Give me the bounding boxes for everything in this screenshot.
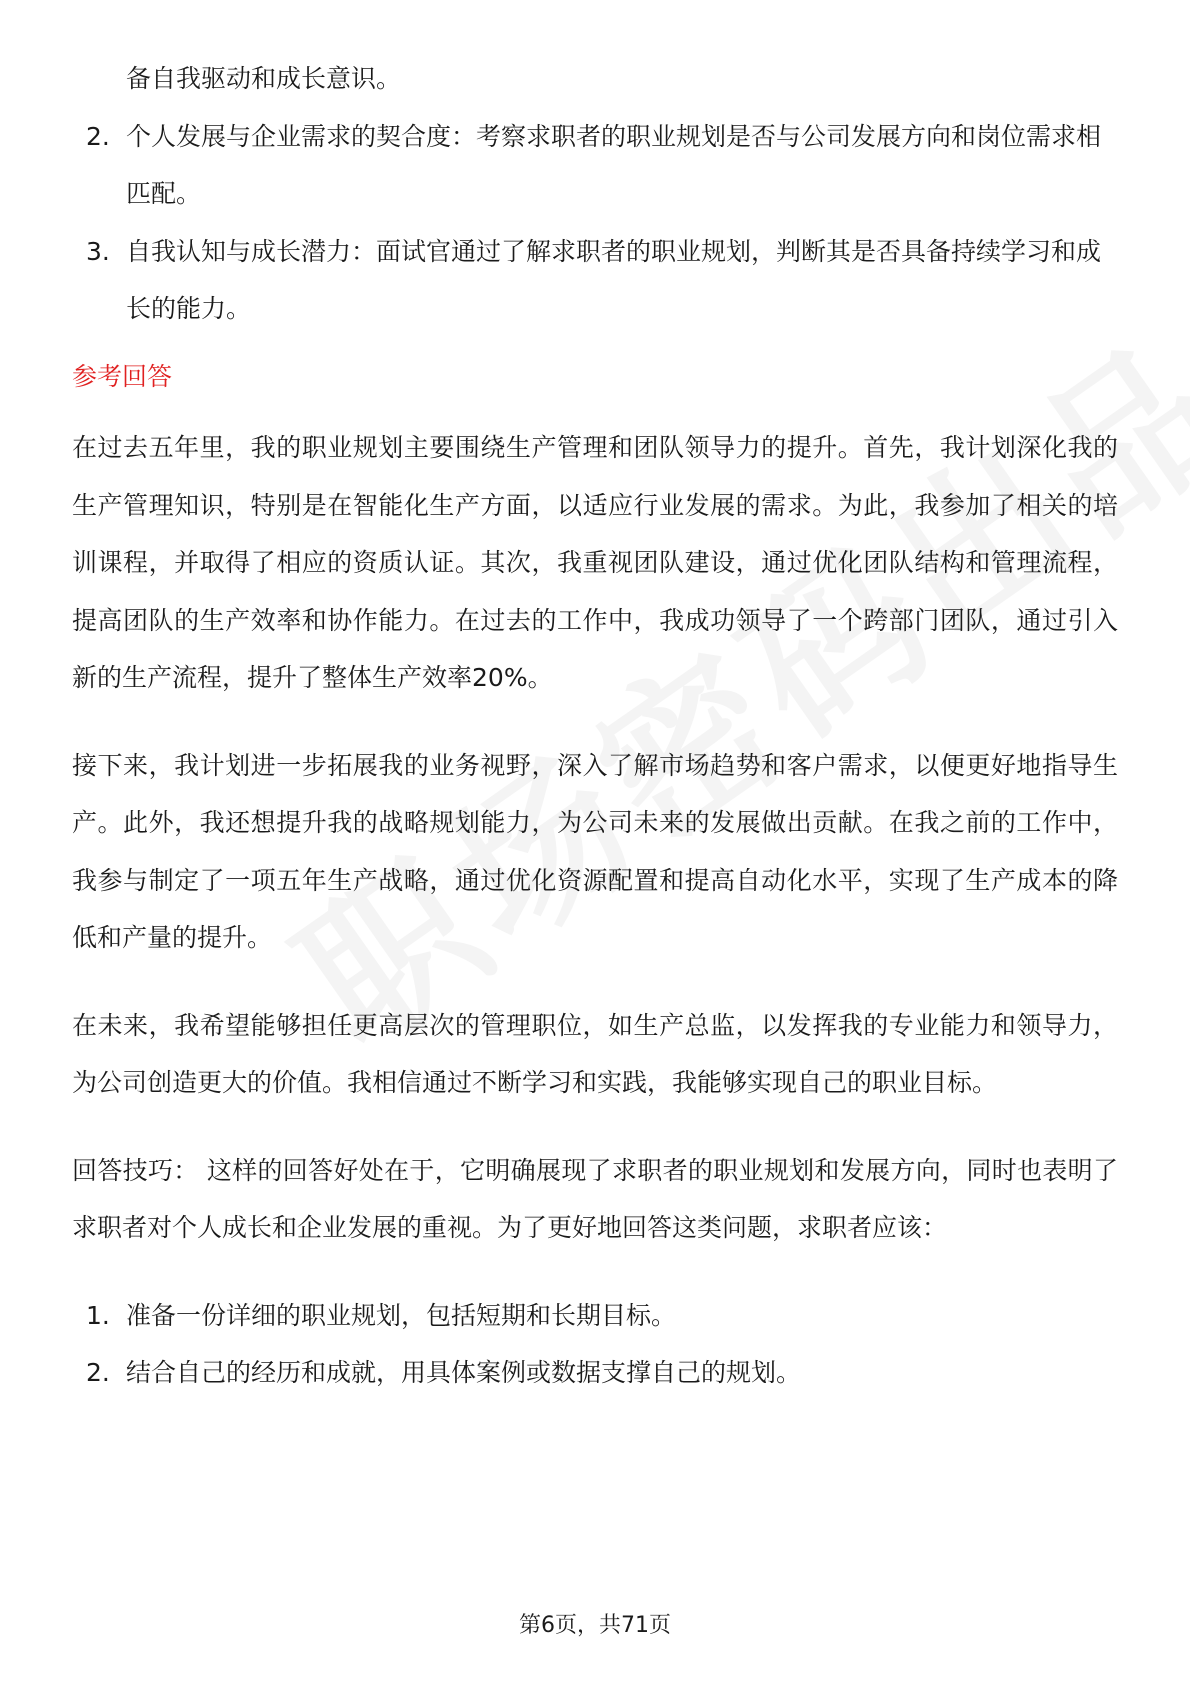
list-item-number: 2. [86,1358,110,1387]
list-item-text: 结合自己的经历和成就，用具体案例或数据支撑自己的规划。 [126,1358,802,1387]
list-item-number: 2. [86,121,110,151]
paragraph: 回答技巧： 这样的回答好处在于，它明确展现了求职者的职业规划和发展方向，同时也表明了求职者对个人成长和企业发展的重视。为了更好地回答这类问题，求职者应该： [72,1155,1118,1242]
page-number: 第6页，共71页 [519,1613,671,1638]
list-item-text: 准备一份详细的职业规划，包括短期和长期目标。 [126,1300,677,1330]
tips-list [72,1287,1118,1402]
section-heading: 参考回答 [72,361,173,391]
list-item [72,1344,1118,1402]
paragraph: 在未来，我希望能够担任更高层次的管理职位，如生产总监，以发挥我的专业能力和领导力，为公司创造更大的价值。我相信通过不断学习和实践，我能够实现自己的职业目标。 [72,1010,1118,1097]
list-item [72,223,1118,338]
list-item-number: 1. [86,1300,110,1330]
paragraph: 接下来，我计划进一步拓展我的业务视野，深入了解市场趋势和客户需求，以便更好地指导生产。此外，我还想提升我的战略规划能力，为公司未来的发展做出贡献。在我之前的工作中，我参与制定了一项五年生产战略，通过优化资源配置和提高自动化水平，实现了生产成本的降低和产量的提升。 [72,750,1118,952]
list-item [72,1287,1118,1345]
list-item-text: 个人发展与企业需求的契合度：考察求职者的职业规划是否与公司发展方向和岗位需求相匹配。 [126,121,1102,208]
paragraph: 在过去五年里，我的职业规划主要围绕生产管理和团队领导力的提升。首先，我计划深化我的生产管理知识，特别是在智能化生产方面，以适应行业发展的需求。为此，我参加了相关的培训课程，并取得了相应的资质认证。其次，我重视团队建设，通过优化团队结构和管理流程，提高团队的生产效率和协作能力。在过去的工作中，我成功领导了一个跨部门团队，通过引入新的生产流程，提升了整体生产效率20%。 [72,433,1118,692]
criteria-list [72,108,1118,338]
list-item-number: 3. [86,236,110,266]
list-item-text: 自我认知与成长潜力：面试官通过了解求职者的职业规划，判断其是否具备持续学习和成长的能力。 [126,236,1102,323]
continuation-text: 备自我驱动和成长意识。 [126,64,402,93]
page-content [72,50,1118,1402]
list-item [72,108,1118,223]
